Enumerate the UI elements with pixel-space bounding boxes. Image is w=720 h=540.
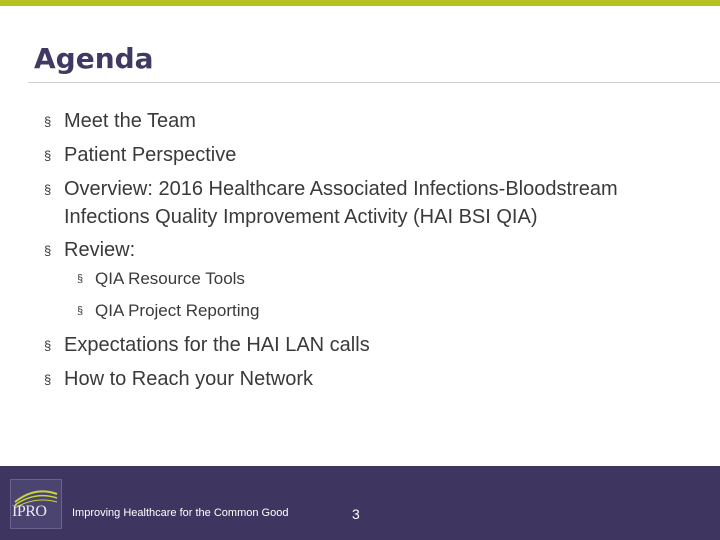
bullet-marker-icon: §: [44, 114, 52, 129]
list-item-text: Patient Perspective: [64, 144, 237, 166]
logo-text: IPRO: [12, 503, 47, 520]
sub-list-item-text: QIA Project Reporting: [95, 301, 260, 320]
bullet-marker-icon: §: [44, 148, 52, 163]
footer-slogan: Improving Healthcare for the Common Good: [72, 507, 289, 519]
list-item: [44, 331, 704, 360]
title-divider: [28, 82, 720, 83]
page-number: 3: [352, 506, 360, 522]
list-item-text: Expectations for the HAI LAN calls: [64, 334, 370, 356]
bullet-marker-icon: §: [44, 338, 52, 353]
top-accent-bar: [0, 0, 720, 6]
list-item: [44, 175, 704, 231]
bullet-marker-icon: §: [44, 372, 52, 387]
list-item-text: Overview: 2016 Healthcare Associated Infections-Bloodstream Infections Quality Improvement Activity (HAI BSI QIA): [64, 178, 618, 228]
sub-list-item-text: QIA Resource Tools: [95, 269, 245, 288]
bullet-marker-icon: §: [77, 305, 84, 317]
bullet-marker-icon: §: [44, 243, 52, 258]
list-item-text: Review:: [64, 239, 136, 261]
sub-list-item: [44, 297, 704, 325]
list-item-text: How to Reach your Network: [64, 368, 313, 390]
bullet-marker-icon: §: [44, 182, 52, 197]
footer-bar: [0, 466, 720, 540]
bullet-marker-icon: §: [77, 273, 84, 285]
list-item: [44, 236, 704, 265]
list-item: [44, 365, 704, 394]
list-item-text: Meet the Team: [64, 110, 196, 132]
slide-title: Agenda: [34, 42, 154, 75]
list-item: [44, 107, 704, 136]
sub-list-item: [44, 265, 704, 293]
list-item: [44, 141, 704, 170]
agenda-list: [44, 107, 704, 394]
